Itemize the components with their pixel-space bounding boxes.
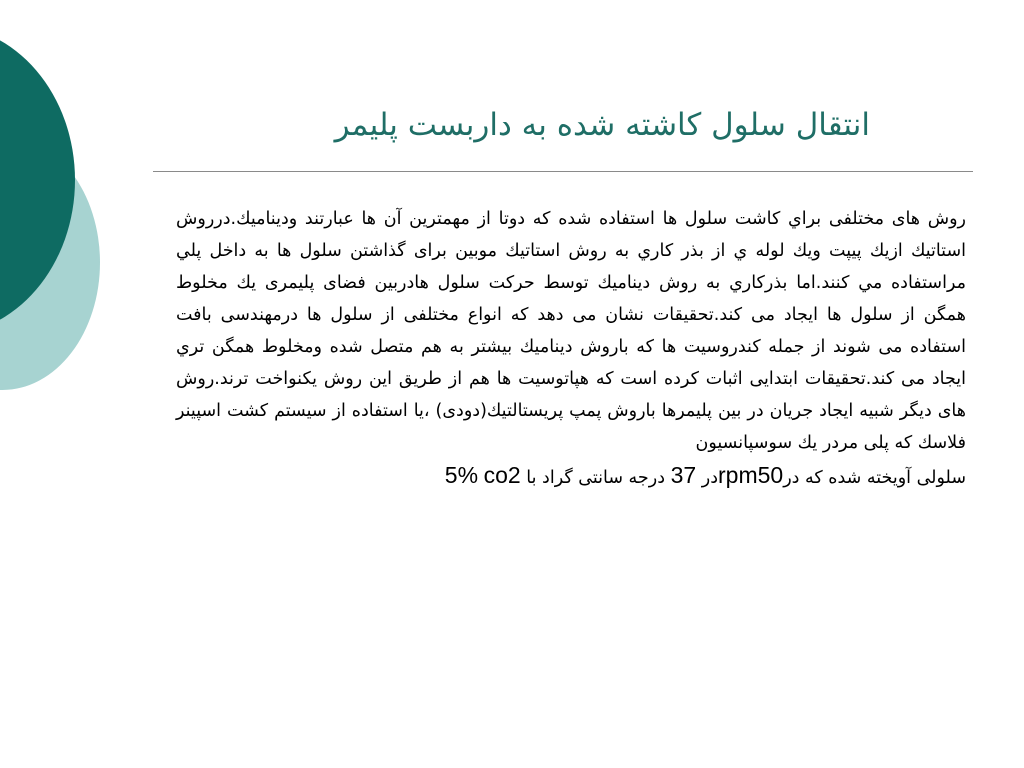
culture-conditions-line [176, 459, 966, 494]
co2-percent: 5% [444, 462, 479, 488]
slide-body [176, 203, 966, 494]
temperature-value: 37 [670, 462, 697, 488]
culture-text-1: سلولی آويخته شده كه در [783, 468, 966, 488]
slide-title: انتقال سلول كاشته شده به داربست پليمر [334, 107, 870, 143]
title-divider [153, 171, 973, 172]
co2-label: co2 [483, 462, 521, 488]
body-paragraph: روش های مختلفی براي كاشت سلول ها استفاده شده كه دوتا از مهمترين آن ها عبارتند وديناميك.درروش استاتيك ازيك پيپت ويك لوله ي از بذر كاري به روش استاتيك موبين برای گذاشتن سلول ها به داخل پلي مراستفاده مي كنند.اما بذركاري به روش ديناميك توسط حركت سلول هادربين فضای پليمری يك مخلوط همگن از سلول ها ايجاد می كند.تحقيقات نشان می دهد كه انواع مختلفی از سلول ها درمهندسی بافت استفاده می شوند از جمله كندروسيت ها كه باروش ديناميك بيشتر به هم متصل شده ومخلوط همگن تري ايجاد می كند.تحقيقات ابتدايی اثبات كرده است كه هپاتوسيت ها هم از طريق اين روش يكنواخت ترند.روش های ديگر شبيه ايجاد جريان در بين پليمرها باروش پمپ پريستالتيك(دودی) ،يا استفاده از سيستم كشت اسپينر فلاسك كه پلی مردر يك سوسپانسيون [176, 209, 966, 453]
rpm-value: rpm50 [718, 462, 784, 488]
culture-text-2: در [701, 468, 718, 488]
culture-text-3: درجه سانتی گراد با [526, 468, 665, 488]
